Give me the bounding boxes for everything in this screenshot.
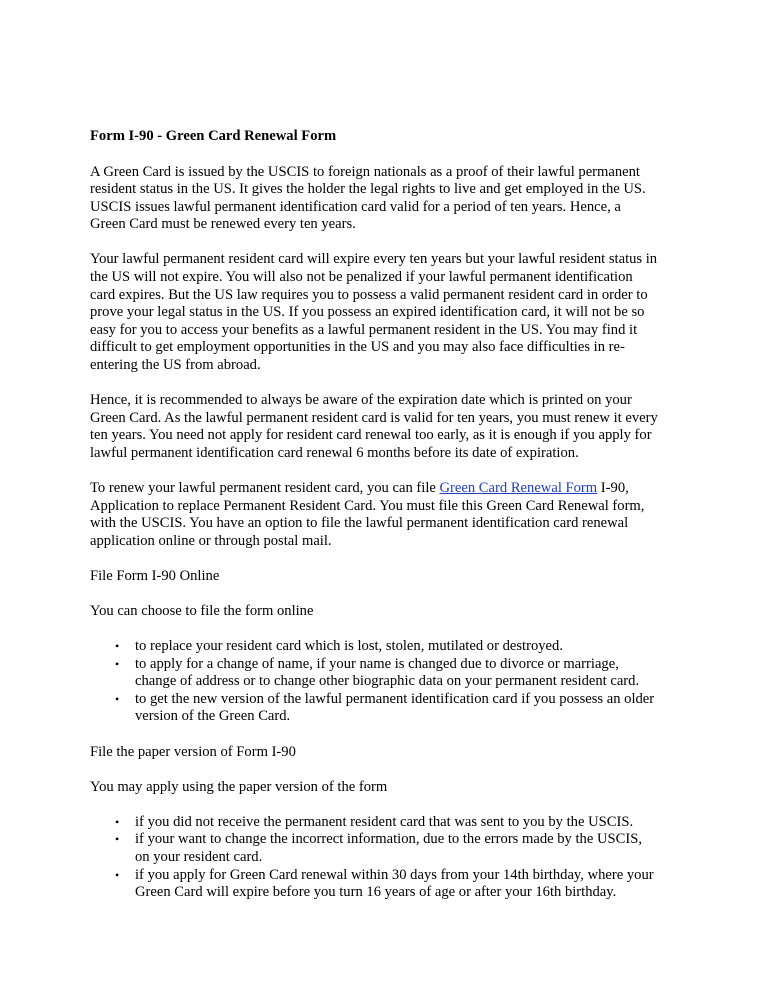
online-section-heading: File Form I-90 Online (90, 567, 220, 584)
bullet-icon: • (115, 656, 120, 671)
how-to-renew-text-after: I-90, Application to replace Permanent Resident Card. You must file this Green Card Renewal form, with the USCIS. You have an option to file the lawful permanent identification card renewal application online or through postal mail. (90, 480, 645, 549)
list-item (115, 813, 660, 832)
list-item-text: if your want to change the incorrect information, due to the errors made by the USCIS, on your resident card. (135, 831, 642, 865)
list-item-text: if you apply for Green Card renewal within 30 days from your 14th birthday, where your Green Card will expire before you turn 16 years of age or after your 16th birthday. (135, 866, 654, 901)
document-page (90, 128, 660, 919)
list-item-text: to replace your resident card which is lost, stolen, mutilated or destroyed. (135, 638, 563, 655)
bullet-icon: • (115, 867, 120, 882)
bullet-icon: • (115, 832, 120, 847)
how-to-renew-paragraph (90, 480, 660, 550)
bullet-icon: • (115, 691, 120, 706)
list-item (115, 831, 660, 866)
paper-section-intro: You may apply using the paper version of the form (90, 778, 388, 795)
intro-paragraph: A Green Card is issued by the USCIS to foreign nationals as a proof of their lawful permanent resident status in the US. It gives the holder the legal rights to live and get employed in the US. USCIS issues lawful permanent identification card valid for a period of ten years. Hence, a Green Card must be renewed every ten years. (90, 163, 646, 233)
renewal-timing-paragraph: Hence, it is recommended to always be aware of the expiration date which is printed on your Green Card. As the lawful permanent resident card is valid for ten years, you must renew it every ten years. You need not apply for resident card renewal too early, as it is enough if you apply for lawful permanent identification card renewal 6 months before its date of expiration. (90, 392, 658, 461)
list-item-text: to apply for a change of name, if your name is changed due to divorce or marriage, change of address or to change other biographic data on your permanent resident card. (135, 655, 640, 690)
online-section-intro: You can choose to file the form online (90, 602, 314, 619)
paper-reasons-list (90, 814, 660, 902)
document-title: Form I-90 - Green Card Renewal Form (90, 128, 337, 144)
list-item-text: to get the new version of the lawful permanent identification card if you possess an older version of the Green Card. (135, 690, 655, 725)
list-item (115, 866, 660, 902)
paper-section-heading: File the paper version of Form I-90 (90, 743, 296, 760)
list-item (115, 690, 660, 726)
list-item (115, 655, 660, 691)
how-to-renew-text-before: To renew your lawful permanent resident card, you can file (90, 480, 440, 496)
bullet-icon: • (115, 814, 120, 829)
bullet-icon: • (115, 639, 120, 654)
online-reasons-list (90, 638, 660, 726)
list-item (115, 638, 660, 656)
expiration-paragraph: Your lawful permanent resident card will expire every ten years but your lawful resident status in the US will not expire. You will also not be penalized if your lawful permanent identification card expires. But the US law requires you to possess a valid permanent resident card in order to prove your legal status in the US. If you possess an expired identification card, it will not be so easy for you to access your benefits as a lawful permanent resident in the US. You may find it difficult to get employment opportunities in the US and you may also face difficulties in re-entering the US from abroad. (90, 251, 658, 374)
green-card-renewal-form-link[interactable]: Green Card Renewal Form (439, 480, 598, 496)
list-item-text: if you did not receive the permanent resident card that was sent to you by the USCIS. (135, 813, 634, 830)
